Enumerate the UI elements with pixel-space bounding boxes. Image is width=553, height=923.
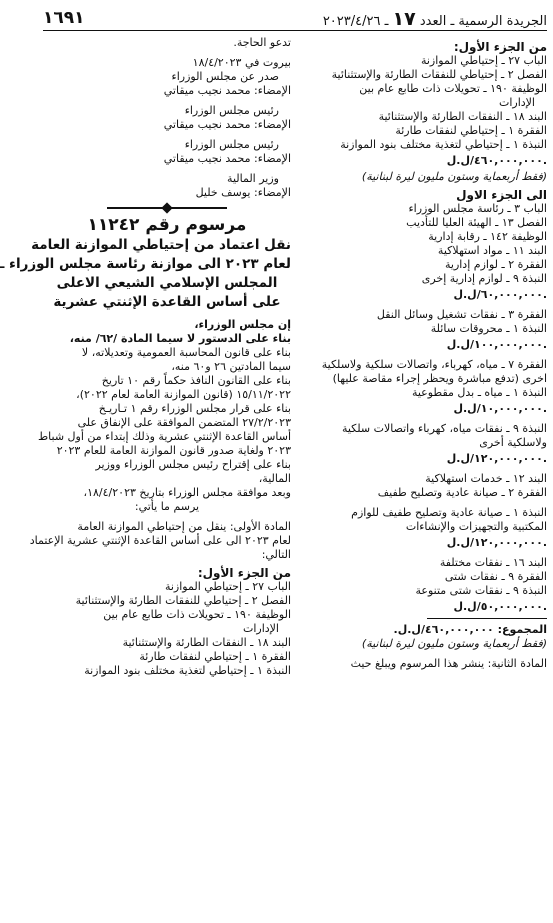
text-line: الوظيفة ١٤٢ ـ رقابة إدارية — [428, 230, 547, 243]
text-line: النبذة ١ ـ إحتياطي لتغذية مختلف بنود الموازنة — [84, 664, 291, 677]
text-line: بناء على إقتراح رئيس مجلس الوزراء ووزير — [95, 458, 291, 471]
text-line: الفصل ٢ ـ إحتياطي للنفقات الطارئة والإستثنائية — [75, 594, 291, 607]
right-column — [297, 36, 547, 671]
section-separator — [107, 204, 227, 212]
text-line: يرسم ما يأتي: — [134, 500, 200, 513]
text-line: البند ١٦ ـ نفقات مختلفة — [439, 556, 547, 569]
text-line: الوظيفة ١٩٠ ـ تحويلات ذات طابع عام بين — [359, 82, 547, 95]
gazette-name: الجريدة الرسمية ـ العدد — [419, 14, 547, 29]
text-line: النبذة ١ ـ صيانة عادية وتصليح طفيف للوازم — [351, 506, 547, 519]
text-line: الفقرة ١ ـ إحتياطي لنفقات طارئة — [139, 650, 291, 663]
text-line: المجلس الإسلامي الشيعي الاعلى — [56, 275, 278, 291]
text-line: البند ١٢ ـ خدمات استهلاكية — [425, 472, 547, 485]
text-line: التالي: — [261, 548, 291, 561]
text-line: (فقط أربعماية وستون مليون ليرة لبنانية) — [361, 170, 547, 183]
text-line: الباب ٢٧ ـ إحتياطي الموازنة — [420, 54, 547, 67]
left-column — [0, 36, 291, 678]
text-line: النبذة ٩ ـ نفقات شتى متنوعة — [415, 584, 547, 597]
text-line: المجموع: ٤٦٠,٠٠٠,٠٠٠/ل.ل. — [393, 623, 547, 636]
text-line: ٢٧/٢/٢٠٢٣ المتضمن الموافقة على الإنفاق على — [77, 416, 291, 429]
text-line: على أساس القاعدة الإثنتي عشرية — [53, 294, 281, 310]
text-line: بناء على القانون النافذ حكماً رقم ١٠ تاريخ — [101, 374, 291, 387]
text-line: الفقرة ٢ ـ صيانة عادية وتصليح طفيف — [377, 486, 547, 499]
text-line: الفقرة ١ ـ إحتياطي لنفقات طارئة — [395, 124, 547, 137]
text-line: ٥٠,٠٠٠,٠٠٠/ل.ل. — [453, 600, 547, 613]
text-line: المكتبية والتجهيزات والإنشاءات — [405, 520, 547, 533]
text-line: الفصل ١٣ ـ الهيئة العليا للتأديب — [406, 216, 547, 229]
text-line: الفقرة ٣ ـ نفقات تشغيل وسائل النقل — [376, 308, 547, 321]
text-line: النبذة ١ ـ محروقات سائلة — [430, 322, 547, 335]
text-line: النبذة ١ ـ مياه ـ بدل مقطوعية — [411, 386, 547, 399]
text-line: بناء على قرار مجلس الوزراء رقم ١ تـاريـخ — [98, 402, 291, 415]
text-line: بناء على قانون المحاسبة العمومية وتعديلاته، لا — [81, 346, 291, 359]
issue-date: ـ ٢٠٢٣/٤/٢٦ — [322, 14, 389, 29]
text-line: لعام ٢٠٢٣ الى على أساس القاعدة الإثنتي عشرية الإعتماد — [29, 534, 291, 547]
text-line: المادة الثانية: ينشر هذا المرسوم ويبلغ حيث — [350, 657, 547, 670]
text-line: الإدارات — [498, 96, 535, 109]
text-line: بناء على الدستور لا سيما المادة /٦٢/ منه، — [69, 332, 291, 345]
text-line: وبعد موافقة مجلس الوزراء بتاريخ ١٨/٤/٢٠٢٣، — [83, 486, 291, 499]
text-line: اخرى (تدفع مباشرة ويحظر إجراء مقاصة عليها) — [332, 372, 547, 385]
text-line: ١٢٠,٠٠٠,٠٠٠/ل.ل. — [446, 536, 547, 549]
text-line: الوظيفة ١٩٠ ـ تحويلات ذات طابع عام بين — [103, 608, 291, 621]
text-line: وزير المالية — [227, 172, 279, 185]
text-line: الباب ٢٧ ـ إحتياطي الموازنة — [164, 580, 291, 593]
text-line: البند ١١ ـ مواد استهلاكية — [437, 244, 547, 257]
text-line: الفقرة ٩ ـ نفقات شتى — [444, 570, 547, 583]
text-line: النبذة ١ ـ إحتياطي لتغذية مختلف بنود الموازنة — [340, 138, 547, 151]
gazette-title — [323, 8, 547, 30]
text-line: الإمضاء: يوسف خليل — [195, 186, 291, 199]
text-line: الإمضاء: محمد نجيب ميقاتي — [163, 84, 291, 97]
text-line: من الجزء الأول: — [197, 566, 291, 580]
text-line: البند ١٨ ـ النفقات الطارئة والإستثنائية — [378, 110, 547, 123]
text-line: إن مجلس الوزراء، — [194, 318, 291, 331]
text-line: ١٢٠,٠٠٠,٠٠٠/ل.ل. — [446, 452, 547, 465]
text-line: ١٠٠,٠٠٠,٠٠٠/ل.ل. — [446, 338, 547, 351]
text-line: ٤٦٠,٠٠٠,٠٠٠/ل.ل. — [446, 154, 547, 167]
text-line: النبذة ٩ ـ لوازم إدارية إخرى — [421, 272, 547, 285]
text-line: المالية، — [258, 472, 291, 485]
text-line: تدعو الحاجة. — [233, 36, 291, 49]
text-line: نقل اعتماد من إحتياطي الموازنة العامة — [31, 237, 291, 253]
text-line: الفقرة ٧ ـ مياه، كهرباء، واتصالات سلكية ولاسلكية — [321, 358, 547, 371]
text-line: الإدارات — [242, 622, 279, 635]
text-line: ولاسلكية أخرى — [479, 436, 547, 449]
text-line: الباب ٣ ـ رئاسة مجلس الوزراء — [408, 202, 547, 215]
text-line: بيروت في ١٨/٤/٢٠٢٣ — [192, 56, 291, 69]
text-line: الإمضاء: محمد نجيب ميقاتي — [163, 118, 291, 131]
text-line: سيما المادتين ٢٦ و٦٠ منه، — [171, 360, 291, 373]
divider-rule — [427, 618, 547, 619]
text-line: الفصل ٢ ـ إحتياطي للنفقات الطارئة والإستثنائية — [331, 68, 547, 81]
text-line: ٢٠٢٣ ولغاية صدور قانون الموازنة العامة للعام ٢٠٢٣ — [56, 444, 291, 457]
text-line: من الجزء الأول: — [453, 40, 547, 54]
text-line: (فقط أربعماية وستون مليون ليرة لبنانية) — [361, 637, 547, 650]
text-line: لعام ٢٠٢٣ الى موازنة رئاسة مجلس الوزراء ـ — [0, 256, 291, 272]
text-line: ١٥/١١/٢٠٢٢ (قانون الموازنة العامة لعام ٢٠٢٢)، — [76, 388, 291, 401]
page-number: ١٦٩١ — [43, 8, 85, 28]
text-line: أساس القاعدة الإثنتي عشرية وذلك إبتداء من أول شباط — [37, 430, 291, 443]
issue-number: ١٧ — [392, 8, 416, 30]
text-line: البند ١٨ ـ النفقات الطارئة والإستثنائية — [122, 636, 291, 649]
text-line: النبذة ٩ ـ نفقات مياه، كهرباء واتصالات سلكية — [341, 422, 547, 435]
text-line: مرسوم رقم ١١٢٤٢ — [87, 215, 247, 235]
text-line: ٦٠,٠٠٠,٠٠٠/ل.ل. — [453, 288, 547, 301]
text-line: رئيس مجلس الوزراء — [184, 104, 279, 117]
text-line: المادة الأولى: ينقل من إحتياطي الموازنة العامة — [77, 520, 291, 533]
text-line: الفقرة ٢ ـ لوازم إدارية — [444, 258, 547, 271]
text-line: ١٠,٠٠٠,٠٠٠/ل.ل. — [453, 402, 547, 415]
text-line: رئيس مجلس الوزراء — [184, 138, 279, 151]
text-line: الإمضاء: محمد نجيب ميقاتي — [163, 152, 291, 165]
page-header — [43, 8, 547, 31]
text-line: صدر عن مجلس الوزراء — [171, 70, 279, 83]
text-line: الى الجزء الاول — [456, 188, 547, 202]
